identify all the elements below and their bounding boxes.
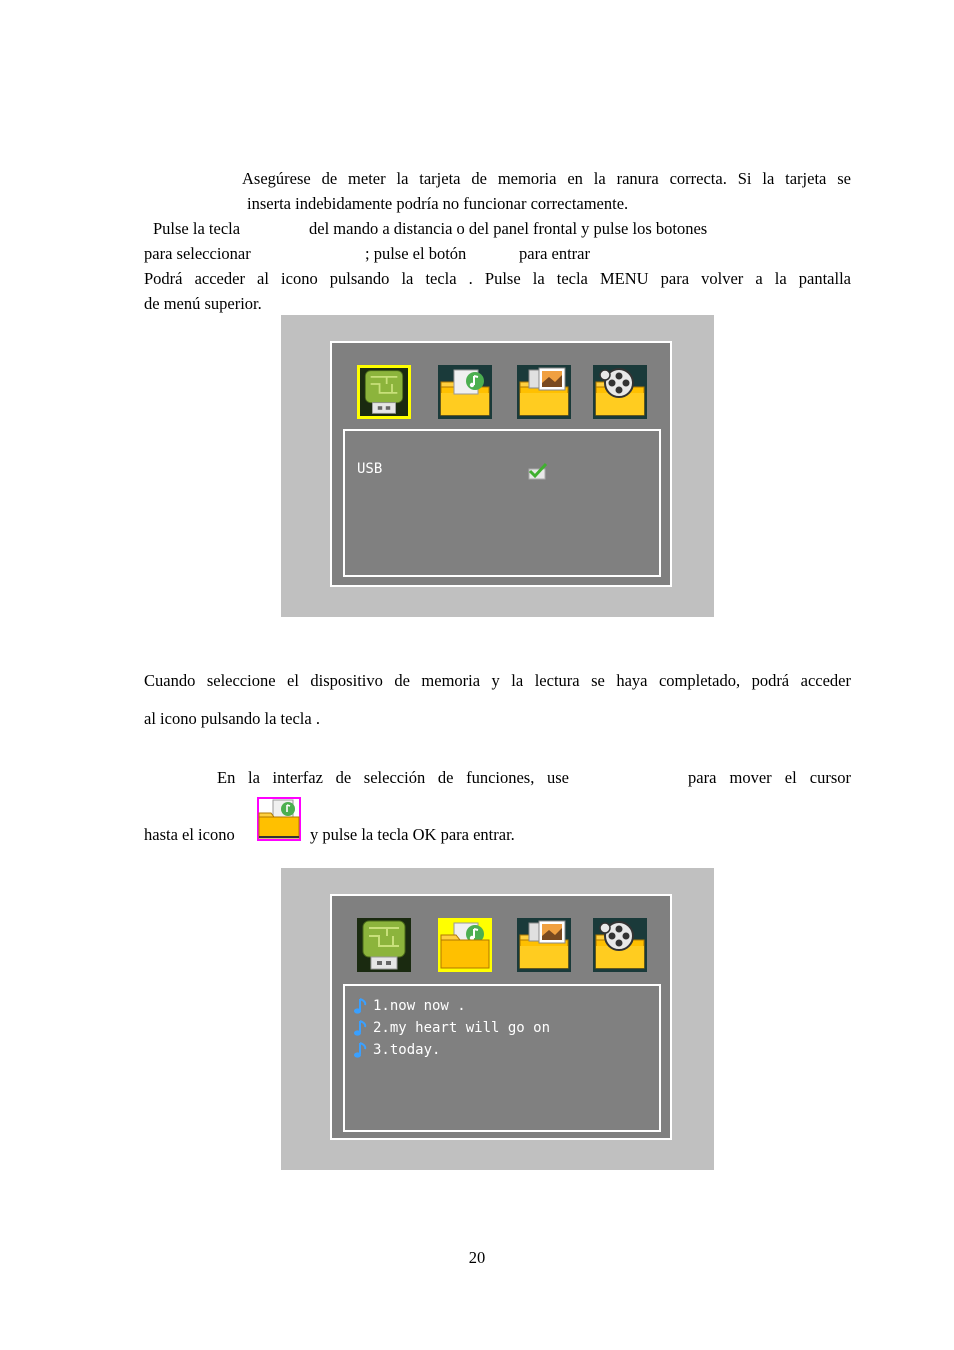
music-folder-inline-icon [257, 797, 301, 841]
photo-folder-icon[interactable] [517, 365, 571, 419]
movie-folder-icon[interactable] [593, 918, 647, 972]
intro-line-3b: del mando a distancia o del panel frontal y pulse los botones [309, 219, 708, 238]
intro-line-4a: para seleccionar [144, 244, 251, 263]
middle-line-3b: para mover el cursor [688, 768, 851, 787]
device-selection-screen [281, 315, 714, 617]
usb-icon-selected[interactable] [357, 365, 411, 419]
device-list [343, 429, 661, 577]
track-item[interactable] [353, 1040, 440, 1060]
track-list [343, 984, 661, 1132]
intro-line-2: inserta indebidamente podría no funcionar correctamente. [247, 194, 629, 213]
middle-line-4a: hasta el icono [144, 825, 235, 844]
middle-line-2: al icono pulsando la tecla . [144, 709, 320, 728]
intro-line-5: Podrá acceder al icono pulsando la tecla . Pulse la tecla MENU para volver a la pantalla [144, 269, 851, 288]
middle-line-3a: En la interfaz de selección de funciones, use [217, 768, 569, 787]
music-note-icon [353, 997, 369, 1015]
music-folder-icon[interactable] [438, 365, 492, 419]
track-item[interactable] [353, 996, 466, 1016]
middle-line-1: Cuando seleccione el dispositivo de memoria y la lectura se haya completado, podrá acceder [144, 671, 851, 690]
photo-folder-icon[interactable] [517, 918, 571, 972]
screen-frame [330, 341, 672, 587]
usb-device-label[interactable]: USB [357, 461, 383, 477]
screen-frame [330, 894, 672, 1140]
page-number: 20 [468, 1248, 486, 1267]
track-title: 3.today. [373, 1042, 441, 1058]
check-icon [527, 461, 549, 481]
track-title: 1.now now . [373, 998, 466, 1014]
music-list-screen [281, 868, 714, 1170]
track-item[interactable] [353, 1018, 550, 1038]
middle-line-4b: y pulse la tecla OK para entrar. [310, 825, 515, 844]
movie-folder-icon[interactable] [593, 365, 647, 419]
intro-line-1: Asegúrese de meter la tarjeta de memoria en la ranura correcta. Si la tarjeta se [242, 169, 851, 188]
intro-line-4b: ; pulse el botón [365, 244, 467, 263]
music-note-icon [353, 1019, 369, 1037]
music-folder-icon-selected[interactable] [438, 918, 492, 972]
intro-line-3a: Pulse la tecla [153, 219, 241, 238]
intro-line-4c: para entrar [519, 244, 590, 263]
usb-icon[interactable] [357, 918, 411, 972]
intro-line-6: de menú superior. [144, 294, 262, 313]
track-title: 2.my heart will go on [373, 1020, 551, 1036]
music-note-icon [353, 1041, 369, 1059]
